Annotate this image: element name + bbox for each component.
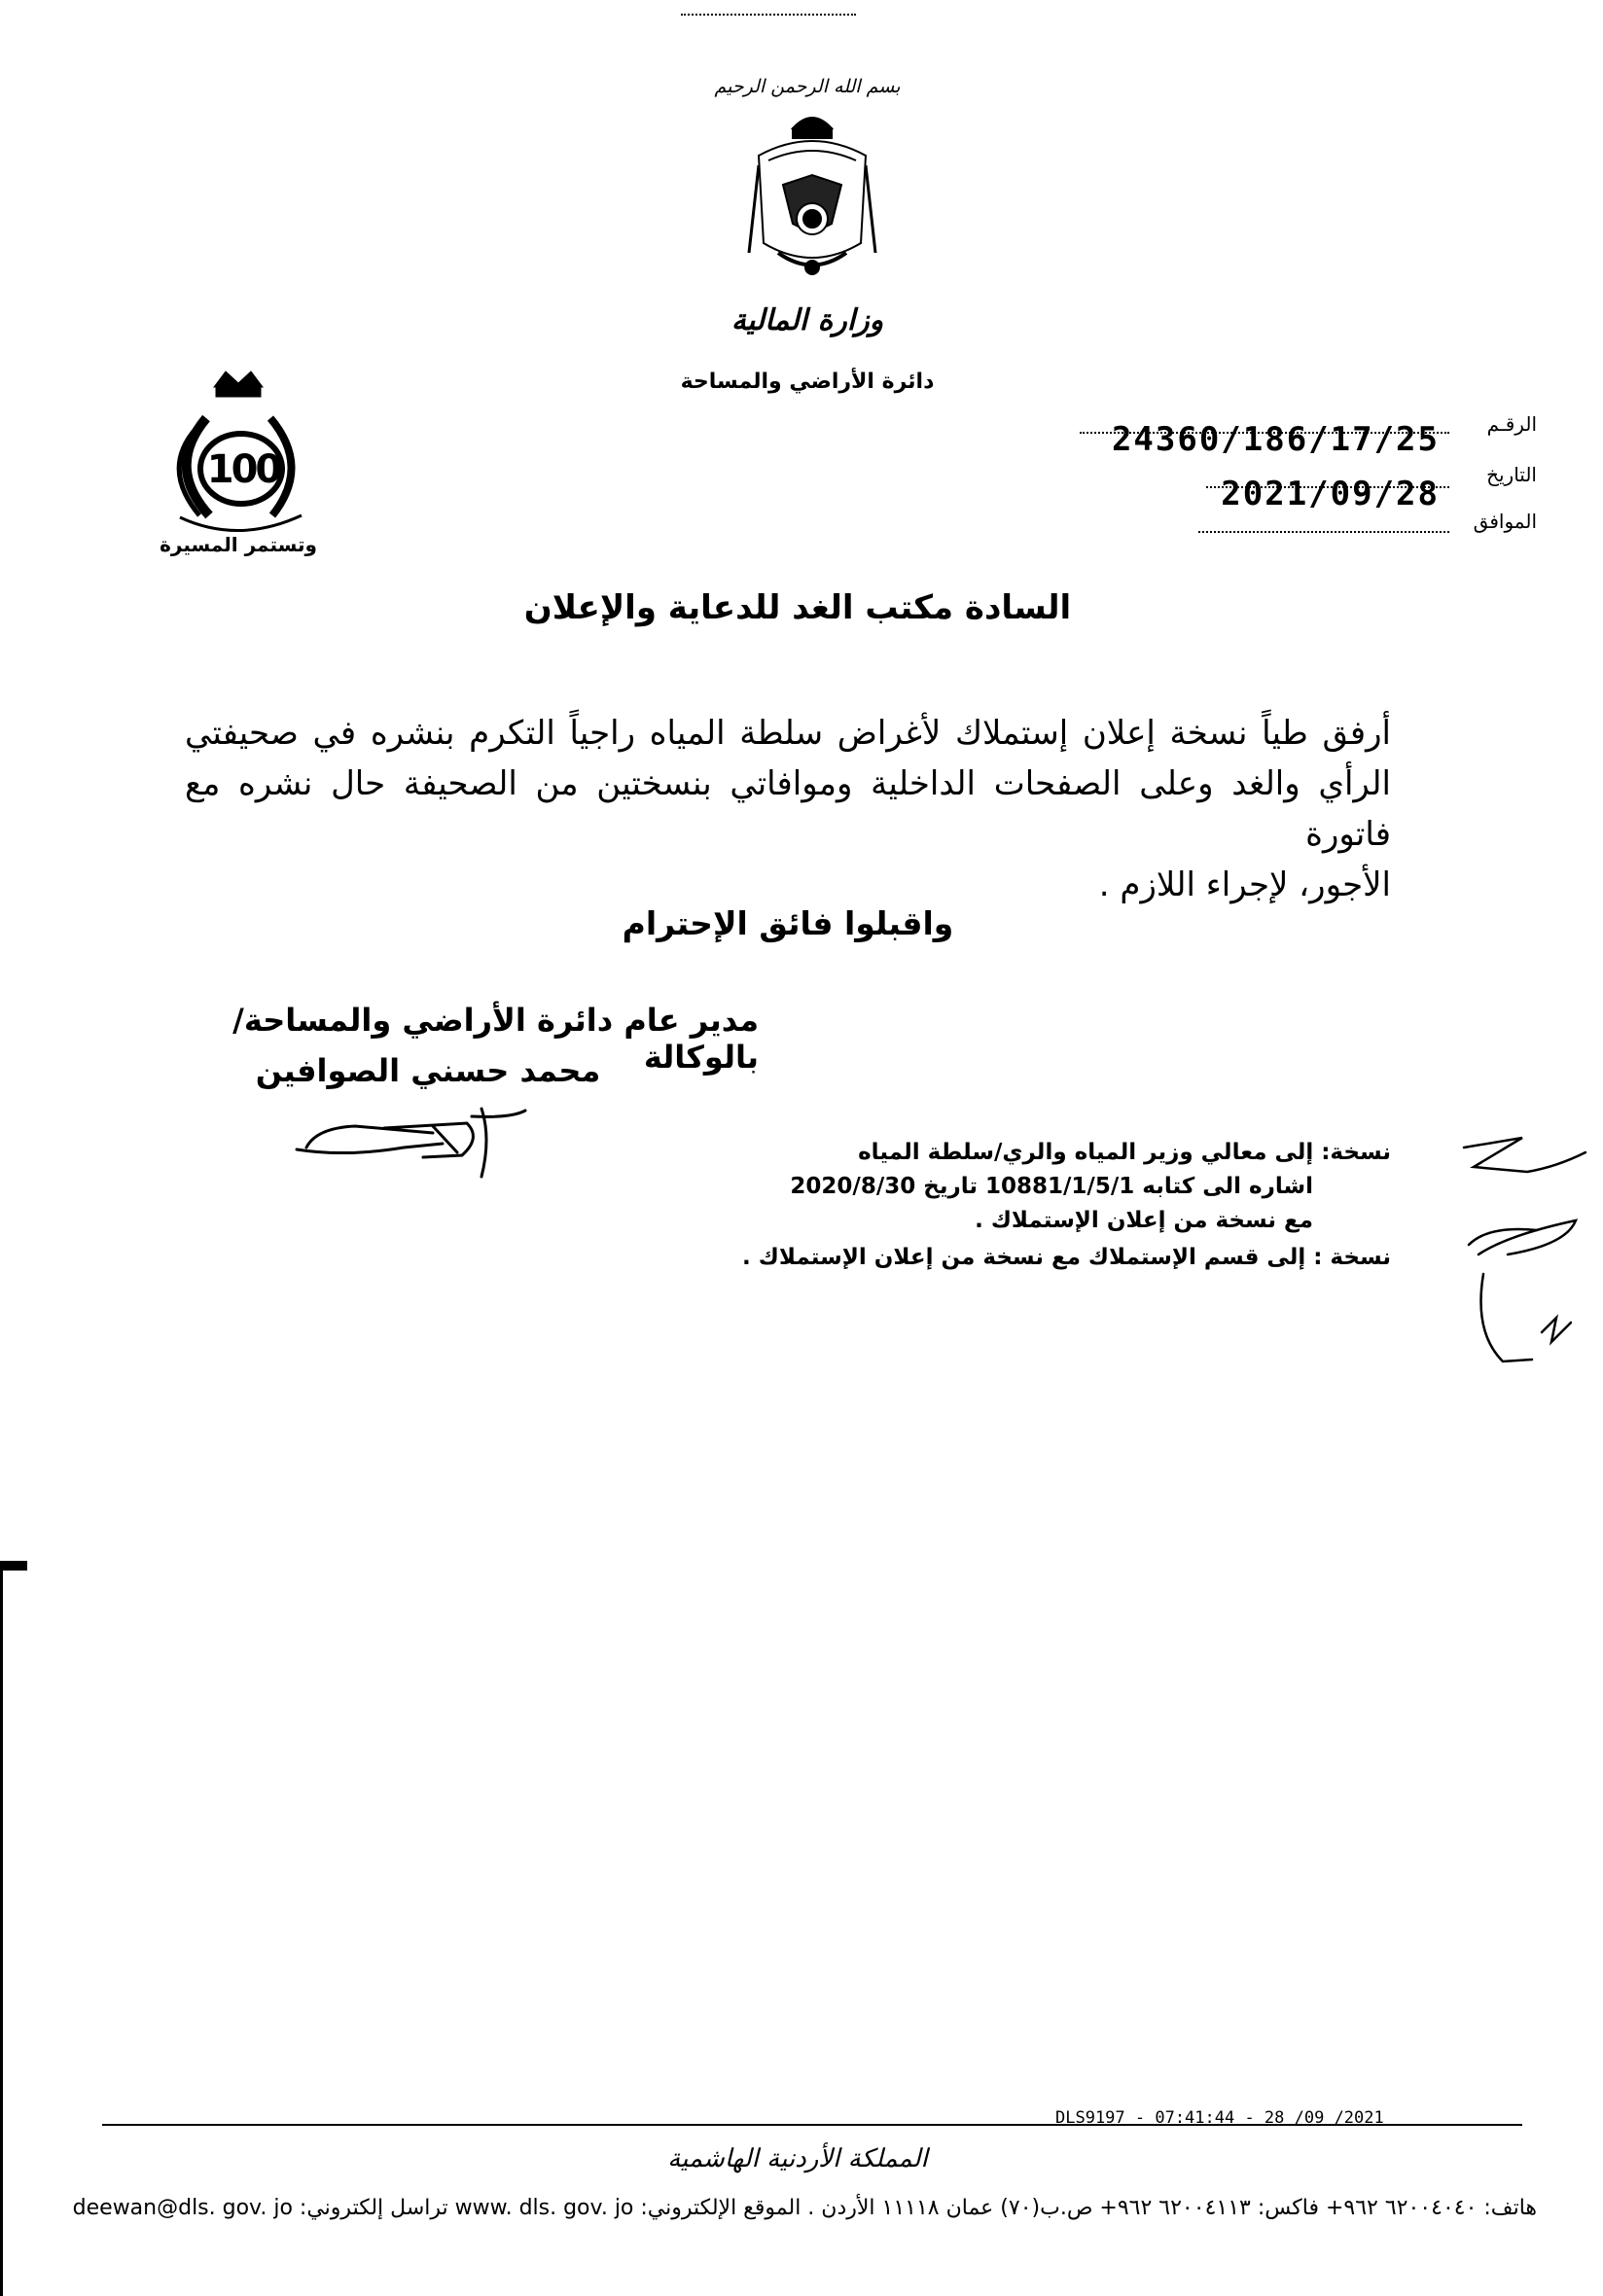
footer-contact: هاتف: ٦٢٠٠٤٠٤٠ ٩٦٢+ فاكس: ٦٢٠٠٤١١٣ ٩٦٢+ ص.ب(٧٠) عمان ١١١١٨ الأردن . الموقع الإلكتروني: www. dls. gov. jo تراسل إلكتروني: deewan@dls. gov. jo bbox=[72, 2196, 1537, 2220]
handwritten-signature bbox=[287, 1099, 540, 1186]
reference-number: 24360/186/17/25 bbox=[1111, 420, 1440, 459]
date-label: التاريخ bbox=[1486, 463, 1537, 486]
copy-line-3: مع نسخة من إعلان الإستملاك . bbox=[975, 1208, 1313, 1233]
copy-line-4: نسخة : إلى قسم الإستملاك مع نسخة من إعلان الإستملاك . bbox=[742, 1245, 1391, 1270]
centennial-number: 100 bbox=[206, 447, 280, 492]
department-name: دائرة الأراضي والمساحة bbox=[680, 370, 935, 394]
coat-of-arms-emblem bbox=[739, 107, 885, 282]
centennial-slogan: وتستمر المسيرة bbox=[160, 533, 317, 556]
body-line: الأجور، لإجراء اللازم . bbox=[1098, 865, 1391, 904]
hijri-label: الموافق bbox=[1473, 510, 1537, 533]
system-stamp: DLS9197 - 07:41:44 - 28 /09 /2021 bbox=[1055, 2108, 1384, 2128]
copy-line-2: اشاره الى كتابه 10881/1/5/1 تاريخ 2020/8/30 bbox=[790, 1174, 1313, 1199]
copy-line-1: نسخة: إلى معالي وزير المياه والري/سلطة المياه bbox=[858, 1140, 1391, 1165]
scan-edge-line bbox=[0, 1566, 3, 2296]
scan-edge-mark bbox=[0, 1561, 27, 1571]
letter-body bbox=[185, 708, 1391, 910]
signatory-name: محمد حسني الصوافين bbox=[255, 1052, 601, 1089]
closing-salutation: واقبلوا فائق الإحترام bbox=[622, 904, 954, 942]
reference-date: 2021/09/28 bbox=[1221, 475, 1440, 513]
number-label: الرقـم bbox=[1486, 412, 1537, 436]
signatory-title: مدير عام دائرة الأراضي والمساحة/بالوكالة bbox=[232, 1002, 759, 1076]
ministry-name: وزارة المالية bbox=[730, 303, 884, 337]
basmala-text: بسم الله الرحمن الرحيم bbox=[714, 76, 901, 97]
body-line: الرأي والغد وعلى الصفحات الداخلية وموافاتي بنسختين من الصحيفة حال نشره مع فاتورة bbox=[185, 764, 1391, 854]
centennial-logo bbox=[156, 360, 321, 554]
margin-handwriting bbox=[1449, 1128, 1595, 1381]
addressee: السادة مكتب الغد للدعاية والإعلان bbox=[523, 588, 1072, 627]
scan-top-line bbox=[681, 14, 856, 16]
body-line: أرفق طياً نسخة إعلان إستملاك لأغراض سلطة المياه راجياً التكرم بنشره في صحيفتي bbox=[185, 714, 1391, 753]
hijri-dotted-line bbox=[1198, 531, 1449, 533]
kingdom-name: المملكة الأردنية الهاشمية bbox=[667, 2144, 928, 2173]
